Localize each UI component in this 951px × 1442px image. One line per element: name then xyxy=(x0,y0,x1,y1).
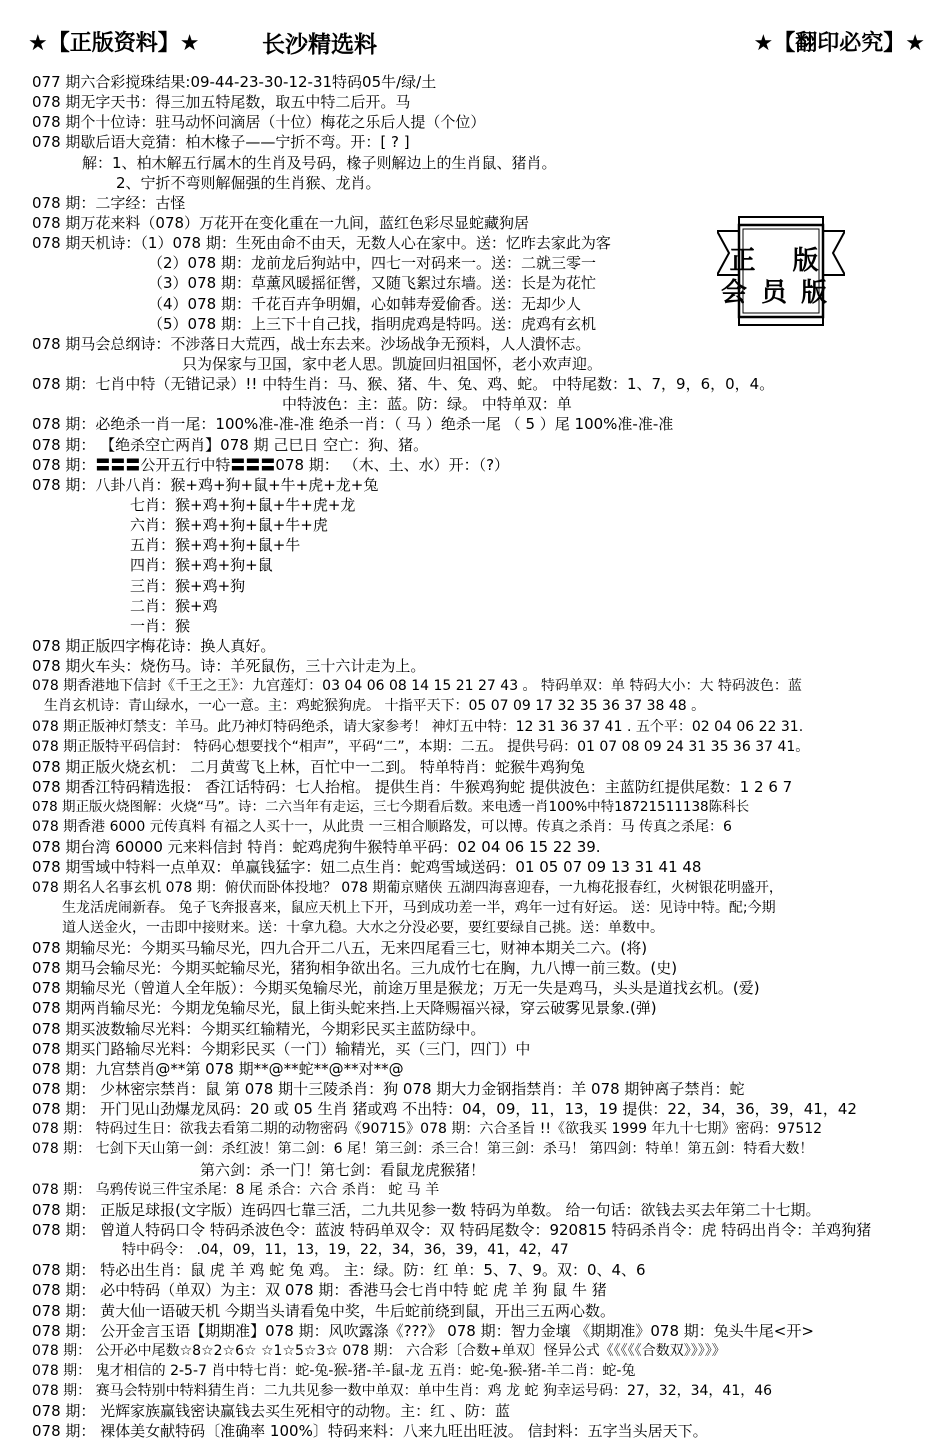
text-line: 078 期台湾 60000 元来料信封 特肖：蛇鸡虎狗牛猴特单平码：02 04 06 15 22 39. xyxy=(32,838,601,857)
stamp-line-2: 会员版 xyxy=(720,278,841,308)
text-line: （2）078 期：龙前龙后狗站中，四七一对码来一。送：二就三零一 xyxy=(148,254,596,273)
text-line: 七肖：猴+鸡+狗+鼠+牛+虎+龙 xyxy=(130,495,356,514)
text-line: 078 期： 裸体美女献特码〔准确率 100%〕特码来料：八来九旺出旺波。 信封料：五字当头居天下。 xyxy=(32,1422,708,1441)
text-line: 078 期： 鬼才相信的 2-5-7 肖中特七肖：蛇-兔-猴-猪-羊-鼠-龙 五肖：蛇-兔-猴-猪-羊二肖：蛇-兔 xyxy=(32,1363,636,1379)
text-line: 078 期正版特平码信封： 特码心想要找个“相声”，平码“二”，本期：二五。 提供号码：01 07 08 09 24 31 35 36 37 41。 xyxy=(32,738,810,755)
text-line: 078 期：九宫禁肖@**第 078 期**@**蛇**@**对**@ xyxy=(32,1059,404,1078)
text-line: 078 期正版四字梅花诗：换人真好。 xyxy=(32,636,276,655)
text-line: 078 期名人名事玄机 078 期：俯伏而卧体投地？ 078 期葡京赌侠 五湖四海喜迎春，一九梅花报春红，火树银花明盛开， xyxy=(32,879,783,896)
stamp-line-1: 正 版 xyxy=(729,246,833,276)
text-line: 078 期歇后语大竞猜：柏木椽子——宁折不弯。开：[ ? ] xyxy=(32,133,410,152)
text-line: 078 期： 少林密宗禁肖：鼠 第 078 期十三陵杀肖：狗 078 期大力金钢指禁肖：羊 078 期钟离子禁肖：蛇 xyxy=(32,1080,745,1099)
text-line: 中特波色：主：蓝。防：绿。 中特单双：单 xyxy=(282,395,572,414)
text-line: 078 期： 【绝杀空亡两肖】078 期 己巳日 空亡：狗、猪。 xyxy=(32,435,429,454)
text-line: 078 期天机诗：（1）078 期：生死由命不由天，无数人心在家中。送：忆昨去家此为客 xyxy=(32,234,611,253)
text-line: 078 期买波数输尽光料：今期买红输精光，今期彩民买主蓝防绿中。 xyxy=(32,1019,486,1038)
header-left-banner: ★【正版资料】★ xyxy=(28,31,200,56)
text-line: 078 期： 乌鸦传说三件宝杀尾：8 尾 杀合：六合 杀肖： 蛇 马 羊 xyxy=(32,1181,440,1198)
text-line: 078 期香江特码精选报： 香江话特码：七人抬棺。 提供生肖：牛猴鸡狗蛇 提供波色：主蓝防红提供尾数：1 2 6 7 xyxy=(32,777,793,796)
text-line: 078 期两肖输尽光：今期龙兔输尽光，鼠上街头蛇来挡.上天降赐福兴禄，穿云破雾见景象.(弹) xyxy=(32,999,657,1018)
text-line: 道人送金火，一击即中接财来。送：十拿九稳。大水之分没必要，要红要绿自己挑。送：单数中。 xyxy=(62,919,664,936)
text-line: 078 期输尽光（曾道人全年版）：今期买兔输尽光，前途万里是猴龙；万无一失是鸡马，头头是道找玄机。(爱) xyxy=(32,979,760,998)
text-line: 078 期万花来料（078）万花开在变化重在一九间，蓝红色彩尽显蛇藏狗居 xyxy=(32,213,530,232)
text-line: 三肖：猴+鸡+狗 xyxy=(130,576,246,595)
text-line: 078 期香港地下信封《千王之王》：九宫莲灯：03 04 06 08 14 15 21 27 43 。 特码单双：单 特码大小：大 特码波色：蓝 xyxy=(32,678,802,695)
text-line: 078 期： 特码过生日：欲我去看第二期的动物密码《90715》078 期：六合圣旨 !!《欲我买 1999 年九十七期》密码：97512 xyxy=(32,1121,823,1138)
header-right-banner: ★【翻印必究】★ xyxy=(753,31,925,56)
text-line: 078 期：必绝杀一肖一尾：100%准-准-准 绝杀一肖：（ 马 ）绝杀一尾 （ 5 ）尾 100%准-准-准 xyxy=(32,415,674,434)
text-line: 078 期：八卦八肖：猴+鸡+狗+鼠+牛+虎+龙+兔 xyxy=(32,475,379,494)
text-line: （3）078 期：草薰风暖摇征辔，又随飞絮过东墙。送：长是为花忙 xyxy=(148,274,596,293)
forecast-text-body xyxy=(32,72,937,1442)
text-line: 078 期正版神灯禁支：羊马。此乃神灯特码绝杀，请大家参考！ 神灯五中特：12 31 36 37 41 . 五个平：02 04 06 22 31. xyxy=(32,718,804,735)
text-line: 078 期： 公开金言玉语【期期准】078 期：风吹露涤《???》 078 期：智力金壤 《期期准》078 期：兔头牛尾<开> xyxy=(32,1321,814,1340)
text-line: 078 期：七肖中特（无错记录）!! 中特生肖：马、猴、猪、牛、兔、鸡、蛇。 中特尾数：1、7，9，6，0，4。 xyxy=(32,375,775,394)
text-line: 078 期： 光辉家族赢钱密诀赢钱去买生死相守的动物。主：红 、防：蓝 xyxy=(32,1402,510,1421)
text-line: 生龙活虎闹新春。 兔子飞奔报喜来，鼠应天机上下开，马到成功差一半，鸡年一过有好运。 送：见诗中特。配;今期 xyxy=(62,899,776,916)
text-line: 078 期个十位诗：驻马动怀问滴居（十位）梅花之乐后人提（个位） xyxy=(32,113,486,132)
text-line: （5）078 期：上三下十自己找，指明虎鸡是特吗。送：虎鸡有玄机 xyxy=(148,314,596,333)
text-line: 078 期： 开门见山劲爆龙凤码：20 或 05 生肖 猪或鸡 不出特：04，09，11，13，19 提供：22，34，36，39，41，42 xyxy=(32,1100,857,1119)
text-line: 二肖：猴+鸡 xyxy=(130,596,218,615)
text-line: 078 期火车头：烧伤马。诗：羊死鼠伤，三十六计走为上。 xyxy=(32,657,426,676)
text-line: 078 期： 必中特码（单双）为主：双 078 期：香港马会七肖中特 蛇 虎 羊 狗 鼠 牛 猪 xyxy=(32,1281,607,1300)
text-line: 2、宁折不弯则解倔强的生肖猴、龙肖。 xyxy=(116,173,381,192)
text-line: 六肖：猴+鸡+狗+鼠+牛+虎 xyxy=(130,516,328,535)
text-line: 只为保家与卫国，家中老人思。凯旋回归祖国怀，老小欢声迎。 xyxy=(182,354,603,373)
text-line: 078 期： 曾道人特码口令 特码杀波色令：蓝波 特码单双令：双 特码尾数令：920815 特码杀肖令：虎 特码出肖令：羊鸡狗猪 xyxy=(32,1221,872,1240)
text-line: 078 期： 特必出生肖：鼠 虎 羊 鸡 蛇 兔 鸡。 主：绿。防：红 单：5、7、9。双：0、4、6 xyxy=(32,1261,646,1280)
page-title: 长沙精选料 xyxy=(262,32,377,58)
text-line: 四肖：猴+鸡+狗+鼠 xyxy=(130,556,273,575)
text-line: 078 期：〓〓〓公开五行中特〓〓〓078 期： （木、土、水）开：（?） xyxy=(32,455,510,474)
text-line: 077 期六合彩搅珠结果:09-44-23-30-12-31特码05牛/绿/土 xyxy=(32,73,437,91)
text-line: 078 期： 黄大仙一语破天机 今期当头请看兔中奖，牛后蛇前绕到鼠，开出三五两心数。 xyxy=(32,1301,615,1320)
text-line: 078 期无字天书：得三加五特尾数，取五中特二后开。马 xyxy=(32,93,411,112)
text-line: 特中码令： .04，09，11，13，19，22，34，36，39，41，42，47 xyxy=(122,1242,569,1259)
text-line: 078 期雪域中特料一点单双：单赢钱猛字：妞二点生肖：蛇鸡雪域送码：01 05 07 09 13 31 41 48 xyxy=(32,858,702,877)
text-line: 第六剑：杀一门！第七剑：看鼠龙虎猴猪！ xyxy=(200,1160,486,1179)
text-line: 078 期： 正版足球报(文字版）连码四七靠三活，二九共见参一数 特码为单数。 给一句话：欲钱去买去年第二十七期。 xyxy=(32,1200,821,1219)
text-line: 078 期： 赛马会特别中特料猜生肖：二九共见参一数中单双：单中生肖：鸡 龙 蛇 狗幸运号码：27，32，34，41，46 xyxy=(32,1383,773,1400)
text-line: 五肖：猴+鸡+狗+鼠+牛 xyxy=(130,536,301,555)
text-line: 解：1、柏木解五行属木的生肖及号码，椽子则解边上的生肖鼠、猪肖。 xyxy=(82,153,557,172)
text-line: 078 期： 七剑下天山第一剑：杀红波！第二剑：6 尾！第三剑：杀三合！第三剑：杀马！ 第四剑：特单！第五剑：特看大数！ xyxy=(32,1141,814,1158)
text-line: 078 期买门路输尽光料：今期彩民买（一门）输精光，买（三门，四门）中 xyxy=(32,1039,531,1058)
text-line: 078 期马会输尽光：今期买蛇输尽光，猪狗相争欲出名。三九成竹七在胸，九八博一前三数。(史) xyxy=(32,959,678,978)
text-line: 078 期正版火烧图解：火烧“马”。诗：二六当年有走运，三七今期看后数。来电透一肖100%中特18721511138陈科长 xyxy=(32,799,750,816)
text-line: 生肖玄机诗：青山绿水，一心一意。主：鸡蛇猴狗虎。 十指平天下：05 07 09 17 32 35 36 37 38 48 。 xyxy=(44,698,706,715)
text-line: 078 期输尽光：今期买马输尽光，四九合开二八五，无来四尾看三七，财神本期关二六。(将) xyxy=(32,939,648,958)
text-line: 078 期香港 6000 元传真料 有福之人买十一，从此贵 一三相合顺路发，可以博。传真之杀肖：马 传真之杀尾：6 xyxy=(32,819,732,836)
text-line: 078 期：二字经：古怪 xyxy=(32,193,186,212)
text-line: （4）078 期：千花百卉争明媚，心如韩寿爱偷香。送：无却少人 xyxy=(148,294,581,313)
text-line: 一肖：猴 xyxy=(130,616,191,635)
text-line: 078 期： 公开必中尾数☆8☆2☆6☆ ☆1☆5☆3☆ 078 期： 六合彩〔合数+单双〕怪异公式《《《《《合数双》》》》》 xyxy=(32,1342,726,1359)
text-line: 078 期马会总纲诗：不涉落日大荒西，战士东去来。沙场战争无预料，人人潰怀志。 xyxy=(32,334,591,353)
text-line: 078 期正版火烧玄机： 二月黄莺飞上林，百忙中一二到。 特单特肖：蛇猴牛鸡狗兔 xyxy=(32,757,585,776)
